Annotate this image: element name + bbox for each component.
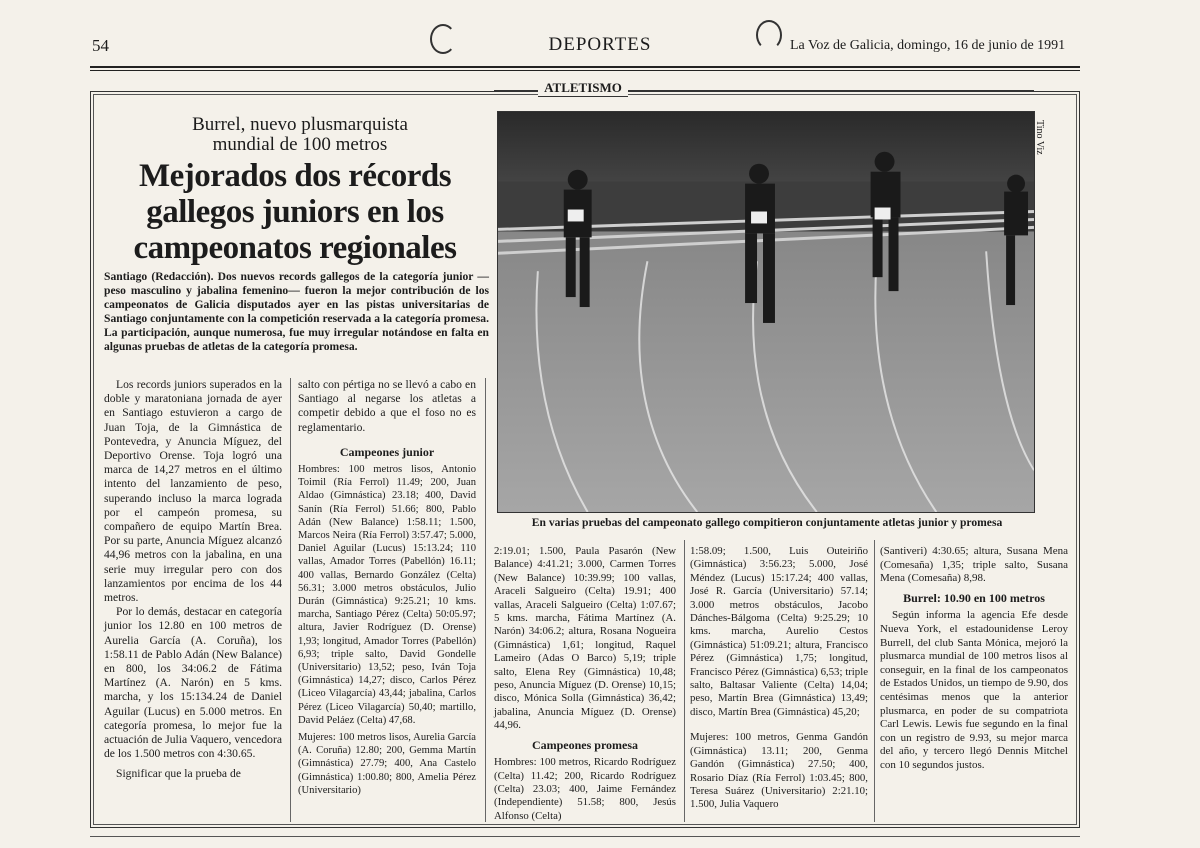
section-heading: Campeones promesa bbox=[531, 737, 639, 752]
lead-paragraph: Santiago (Redacción). Dos nuevos records gallegos de la categoría junior —peso masculino y jabalina femenino— fueron la mejor contribución de los campeonatos de Galicia disputados ayer en las pistas universitarias de Santiago conjuntamente con la competición reservada a la categoría promesa. La participación, aunque numerosa, fue muy irregular notándose en falta en algunas pruebas de atletas de la categoría promesa. bbox=[104, 270, 489, 353]
kicker: ATLETISMO bbox=[538, 80, 628, 97]
section-heading: Burrel: 10.90 en 100 metros bbox=[903, 590, 1045, 605]
race-photo bbox=[497, 111, 1035, 513]
subheadline-line: mundial de 100 metros bbox=[212, 134, 388, 155]
column-divider bbox=[485, 378, 486, 822]
binder-hole-icon bbox=[756, 20, 782, 50]
subheadline-line: Burrel, nuevo plusmarquista bbox=[192, 114, 408, 135]
kicker-rule-right bbox=[628, 90, 1034, 91]
paper-date: La Voz de Galicia, domingo, 16 de junio de 1991 bbox=[790, 38, 1066, 53]
column-divider bbox=[874, 540, 875, 822]
binder-hole-icon bbox=[430, 24, 456, 54]
headline bbox=[100, 158, 490, 266]
athletes-running-photo bbox=[498, 112, 1034, 512]
headline-line: Mejorados dos récords bbox=[138, 158, 452, 194]
results-list: Mujeres: 100 metros, Genma Gandón (Gimnástica) 13.11; 200, Genma Gandón (Gimnástica) 27.50; 400, Rosario Díaz (Ría Ferrol) 1:03.45; 800, Teresa Suárez (Universitario) 2:21.10; 1.500, Julia Vaquero bbox=[690, 731, 868, 811]
headline-line: gallegos juniors en los bbox=[146, 194, 444, 230]
column-5 bbox=[880, 545, 1068, 773]
results-list: Hombres: 100 metros, Ricardo Rodríguez (Celta) 11.42; 200, Ricardo Rodríguez (Celta) 23.03; 400, Jaime Fernández (Independiente) 51.58; 800, Jesús Alfonso (Celta) bbox=[494, 756, 676, 822]
photo-caption: En varias pruebas del campeonato gallego compitieron conjuntamente atletas junior y promesa bbox=[531, 516, 1003, 529]
top-rule-thin bbox=[90, 70, 1080, 71]
column-1 bbox=[104, 378, 282, 782]
column-divider bbox=[290, 378, 291, 822]
paragraph: Según informa la agencia Efe desde Nueva York, el estadounidense Leroy Burrell, del club Santa Mónica, mejoró la plusmarca mundial de 100 metros lisos al conseguir, en la final de los campeonatos de Estados Unidos, un tiempo de 9.90, dos centésimas menos que la anterior plusmarca, en poder de su compatriota Carl Lewis. Lewis fue segundo en la final con un registro de 9.93, su mejor marca del año, y tercero llegó Dennis Mitchel con 10 segundos justos. bbox=[880, 609, 1068, 771]
column-3 bbox=[494, 545, 676, 823]
paragraph: Significar que la prueba de bbox=[116, 767, 241, 781]
kicker-rule-left bbox=[494, 90, 538, 91]
paragraph: Por lo demás, destacar en categoría junior los 12.80 en 100 metros de Aurelia García (A. Coruña), los 1:58.11 de Pablo Adán (New Balance) en 800, los 34:06.2 de Fátima Martínez (A. Narón) en 5 kms. marcha, y los 15:134.24 de Daniel Aguilar (Lucus) en 5.000 metros. En categoría promesa, lo mejor fue la actuación de Julia Vaquero, vencedora de los 1.500 metros con 4:30.65. bbox=[104, 605, 282, 761]
paragraph: Los records juniors superados en la doble y maratoniana jornada de ayer en Santiago estuvieron a cargo de Juan Toja, de la Gimnástica de Pontevedra, y Anuncia Míguez, del Deportivo Orense. Toja logró una marca de 14,27 metros en el último intento del lanzamiento de peso, superando incluso la marca lograda por el campeón promesa, su compañero de equipo Martín Brea. Por su parte, Anuncia Míguez alcanzó 44,96 metros con la jabalina, en una serie muy irregular pero con dos lanzamientos por encima de los 44 metros. bbox=[104, 378, 282, 605]
headline-line: campeonatos regionales bbox=[133, 230, 457, 266]
column-2 bbox=[298, 378, 476, 797]
results-list: (Santiveri) 4:30.65; altura, Susana Mena (Comesaña) 1,35; triple salto, Susana Mena (Comesaña) 8,98. bbox=[880, 545, 1068, 585]
paragraph: salto con pértiga no se llevó a cabo en Santiago al negarse los atletas a competir debido a que el foso no es reglamentario. bbox=[298, 378, 476, 434]
section-title: DEPORTES bbox=[548, 34, 652, 55]
top-rule bbox=[90, 66, 1080, 68]
results-list: 2:19.01; 1.500, Paula Pasarón (New Balance) 4:41.21; 3.000, Carmen Torres (New Balance) 10:39.99; 100 vallas, Araceli Salgueiro (Celta) 19.91; 400 vallas, Araceli Salgueiro (Celta) 1:07.67; 5 kms. marcha, Fátima Martínez (A. Narón) 34:06.2; altura, Rosana Nogueira (Gimnástica) 1,61; longitud, Raquel Lameiro (Adas O Barco) 5,19; triple salto, Elena Rey (Gimnástica) 10,48; peso, Anuncia Míguez (D. Orense) 10,15; disco, Mónica Solla (Gimnástica) 36,42; jabalina, Anuncia Míguez (D. Orense) 44,96. bbox=[494, 545, 676, 732]
page-number: 54 bbox=[92, 36, 109, 55]
section-heading: Campeones junior bbox=[339, 444, 435, 459]
results-list: 1:58.09; 1.500, Luis Outeiriño (Gimnástica) 3:56.23; 5.000, José Méndez (Lucus) 15:17.24; 400 vallas, José R. García (Universitario) 57.14; 3.000 metros obstáculos, Jacobo Dánches-Bálgoma (Celta) 9:25.29; 10 kms. marcha, Aurelio Cestos (Gimnástica) 51:09.21; altura, Francisco Pérez (Gimnástica) 1,75; longitud, Francisco Pérez (Gimnástica) 6,53; triple salto, Baltasar Valiente (Celta) 14,04; peso, Martín Brea (Gimnástica) 13,49; disco, Martín Brea (Gimnástica) 45,20; bbox=[690, 545, 868, 718]
column-4 bbox=[690, 545, 868, 812]
bottom-rule bbox=[90, 836, 1080, 837]
subheadline bbox=[130, 115, 470, 155]
photo-credit: Tino Viz bbox=[1034, 120, 1045, 155]
results-list: Hombres: 100 metros lisos, Antonio Toimil (Ría Ferrol) 11.49; 200, Juan Aldao (Gimnástica) 23.18; 400, David Sanín (Ría Ferrol) 51.66; 800, Pablo Adán (New Balance) 1:58.11; 1.500, Marcos Neira (Ría Ferrol) 3:57.47; 5.000, Daniel Aguilar (Lucus) 15:13.24; 110 vallas, Amador Torres (Pabellón) 16.11; 400 vallas, Bernardo González (Celta) 56.31; 3.000 metros obstáculos, Julio Durán (Gimnástica) 9:25.21; 10 kms. marcha, Santiago Pérez (Celta) 50:05.97; altura, Javier Rodríguez (D. Orense) 1,93; longitud, Amador Torres (Pabellón) 6,93; triple salto, David Gondelle (Universitario) 13,52; peso, Iván Toja (Gimnástica) 14,27; disco, Carlos Pérez (Liceo Vilagarcía) 43,44; jabalina, Carlos Pérez (Liceo Vilagarcía) 50,40; martillo, David Peláez (Celta) 47,68. bbox=[298, 464, 476, 726]
results-list: Mujeres: 100 metros lisos, Aurelia García (A. Coruña) 12.80; 200, Gemma Martín (Gimnástica) 27.79; 400, Ana Castelo (Gimnástica) 1:00.80; 800, Amelia Pérez (Universitario) bbox=[298, 732, 476, 796]
column-divider bbox=[684, 540, 685, 822]
